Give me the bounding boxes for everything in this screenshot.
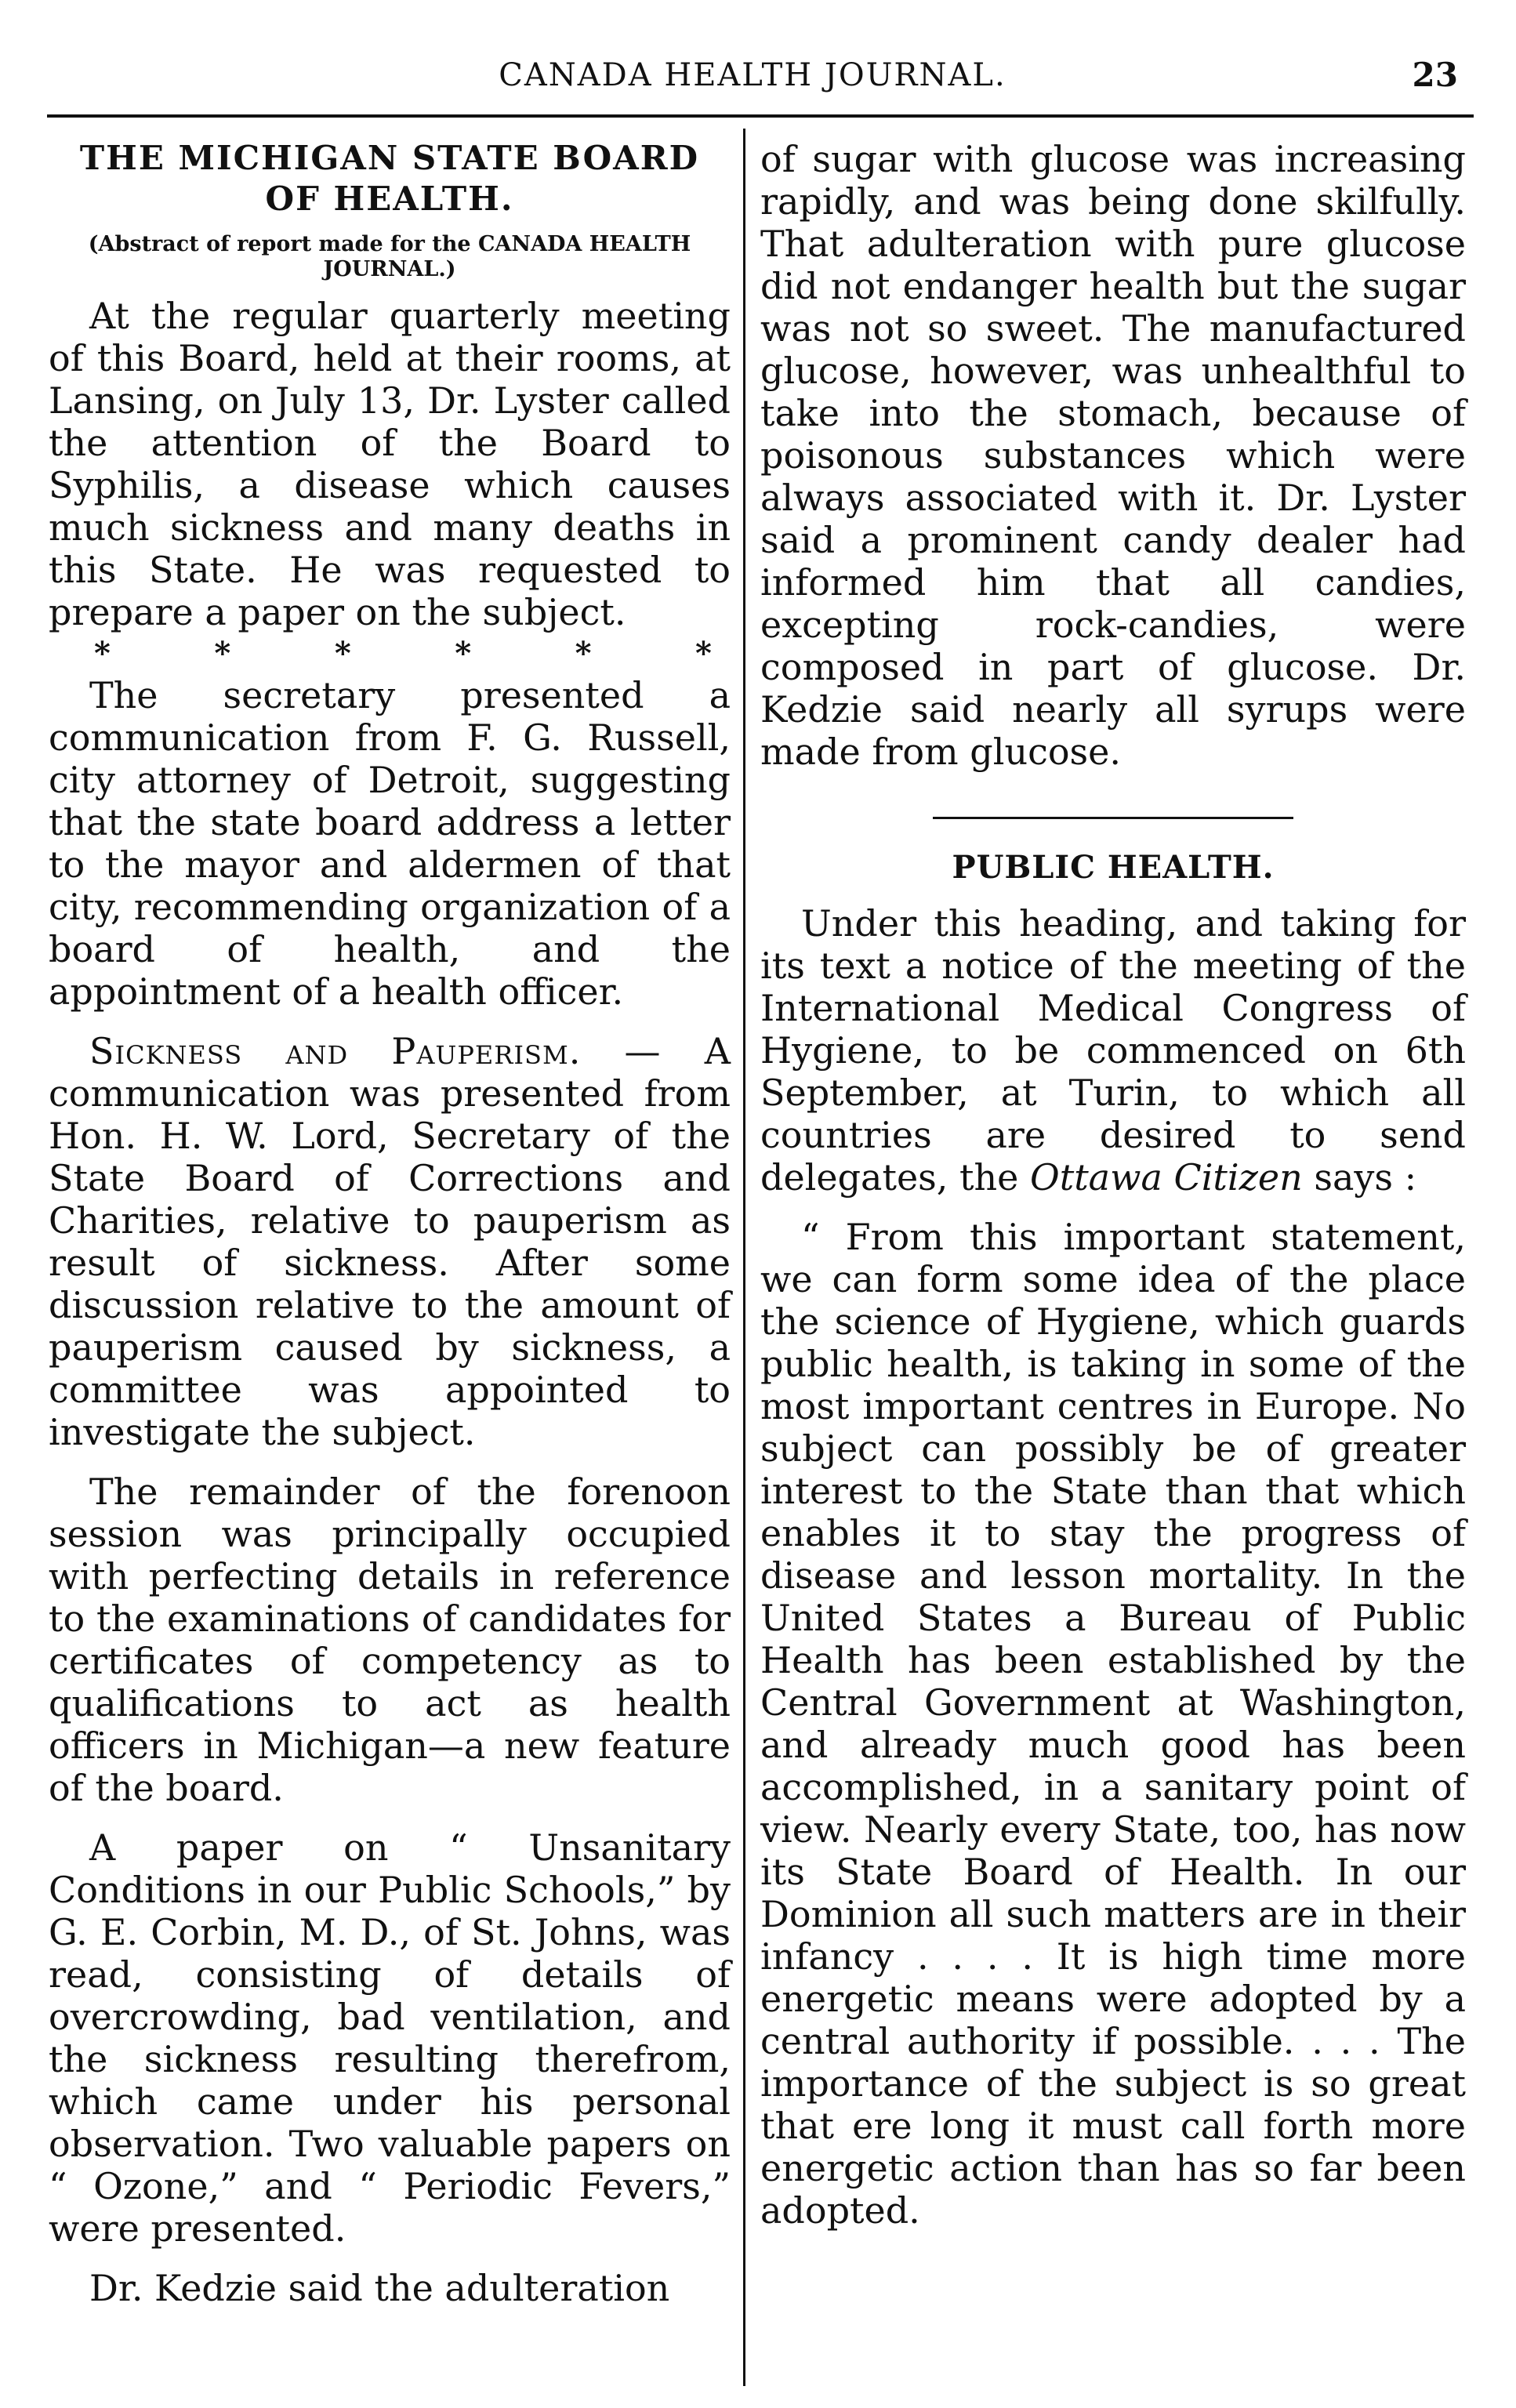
article-title: THE MICHIGAN STATE BOARD OF HEALTH. <box>79 139 700 218</box>
text-run: Under this heading, and taking for its text a notice of the meeting of the International Medical Congress of Hygiene, to be commenced on 6th September, at Turin, to which all countries are desired to send delegates, the <box>760 902 1466 1199</box>
asterisk: * <box>455 635 472 672</box>
section-rule <box>933 817 1293 819</box>
text-run: says : <box>1302 1156 1417 1199</box>
paragraph-glucose-continuation: of sugar with glucose was increasing rapidly, and was being done skilfully. That adulteration with pure glucose did not endanger health but the sugar was not so sweet. The manufactured glucose, however, was unhealthful to take into the stomach, because of poisonous substances which were always associated with it. Dr. Lyster said a prominent candy dealer had informed him that all candies, excepting rock-candies, were composed in part of glucose. Dr. Kedzie said nearly all syrups were made from glucose. <box>760 138 1466 773</box>
right-column <box>760 138 1466 2232</box>
paragraph-kedzie-adulteration: Dr. Kedzie said the adulteration <box>89 2267 670 2309</box>
paragraph-body: A communication was presented from Hon. H. W. Lord, Secretary of the State Board of Corrections and Charities, relative to pauperism as result of sickness. After some discussion relative to the amount of pauperism caused by sickness, a committee was appointed to investigate the subject. <box>49 1030 731 1453</box>
asterisk: * <box>94 635 111 672</box>
asterisk: * <box>214 635 231 672</box>
abstract-note: (Abstract of report made for the CANADA HEALTH JOURNAL.) <box>88 232 691 281</box>
newspaper-title: Ottawa Citizen <box>1030 1156 1303 1199</box>
paragraph-secretary-communication: The secretary presented a communication from F. G. Russell, city attorney of Detroit, suggesting that the state board address a letter to the mayor and aldermen of that city, recommending organization of a board of health, and the appointment of a health officer. <box>49 674 731 1013</box>
header-rule <box>47 114 1474 118</box>
paragraph-sickness-pauperism <box>49 1030 731 1453</box>
run-in-heading: Sickness and Pauperism. — <box>89 1030 705 1072</box>
paragraph-quarterly-meeting: At the regular quarterly meeting of this Board, held at their rooms, at Lansing, on July 13, Dr. Lyster called the attention of the Board to Syphilis, a disease which causes much sickness and many deaths in this State. He was requested to prepare a paper on the subject. <box>49 295 731 633</box>
asterisk: * <box>575 635 592 672</box>
paragraph-forenoon-session: The remainder of the forenoon session was principally occupied with perfecting details in reference to the examinations of candidates for certificates of competency as to qualifications to act as health officers in Michigan—a new feature of the board. <box>49 1471 731 1809</box>
left-column <box>49 138 731 2309</box>
running-head <box>47 52 1458 99</box>
paragraph-school-paper: A paper on “ Unsanitary Conditions in our Public Schools,” by G. E. Corbin, M. D., of St. Johns, was read, consisting of details of overcrowding, bad ventilation, and the sickness resulting therefrom, which came under his personal observation. Two valuable papers on “ Ozone,” and “ Periodic Fevers,” were presented. <box>49 1826 731 2250</box>
page-number: 23 <box>1412 56 1458 94</box>
asterisk: * <box>334 635 351 672</box>
paragraph-public-health-intro <box>760 902 1466 1199</box>
asterisk: * <box>695 635 712 672</box>
column-divider <box>743 129 745 2386</box>
asterisk-divider <box>49 633 731 674</box>
section-title: PUBLIC HEALTH. <box>952 849 1275 886</box>
paragraph-quotation: “ From this important statement, we can form some idea of the place the science of Hygiene, which guards public health, is taking in some of the most important centres in Europe. No subject can possibly be of greater interest to the State than that which enables it to stay the progress of disease and lesson mortality. In the United States a Bureau of Public Health has been established by the Central Government at Washington, and already much good has been accomplished, in a sanitary point of view. Nearly every State, too, has now its State Board of Health. In our Dominion all such matters are in their infancy . . . . It is high time more energetic means were adopted by a central authority if possible. . . . The importance of the subject is so great that ere long it must call forth more energetic action than has so far been adopted. <box>760 1216 1466 2232</box>
journal-title: CANADA HEALTH JOURNAL. <box>499 57 1006 93</box>
